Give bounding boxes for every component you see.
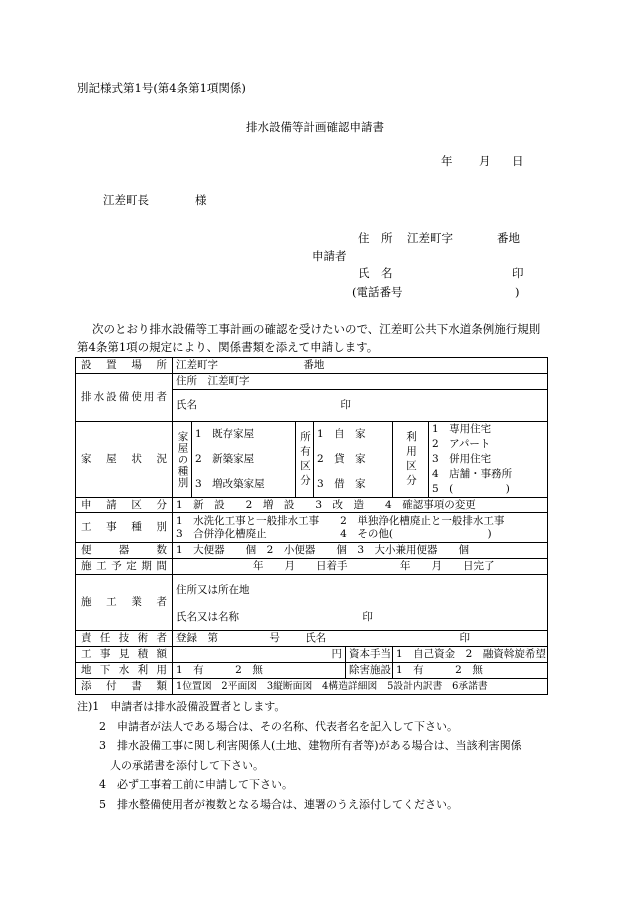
row-groundwater [76,663,548,679]
engineer-seal: 印 [459,632,471,645]
note-2: 2 申請者が法人である場合は、その名称、代表者名を記入して下さい。 [77,719,458,733]
house-type-label: 家屋の種別 [176,430,189,489]
estimate-unit: 円 [173,647,346,663]
location-cell [173,358,548,374]
fixture-value: 1 大便器 個 2 小便器 個 3 大小兼用便器 個 [173,543,548,559]
usage-1: 1 専用住宅 [432,423,492,435]
form-title: 排水設備等計画確認申請書 [246,120,384,134]
note-3-cont: 人の承諾書を添付して下さい。 [77,758,264,772]
note-1: 注)1 申請者は排水設備設置者とします。 [77,700,286,713]
notes [77,697,522,814]
applicant-address-suffix: 番地 [497,231,520,245]
contractor-name: 氏名又は名称 [176,610,239,623]
apply-value: 1 新 設 2 増 設 3 改 造 4 確認事項の変更 [173,498,548,513]
attach-label: 添付書類 [76,679,173,695]
house-types [192,422,296,498]
house-type-1: 1 既存家屋 [195,428,255,440]
estimate-label: 工事見積額 [76,647,173,663]
addressee-name: 江差町長 [103,193,149,207]
note-3: 3 排水設備工事に関し利害関係人(土地、建物所有者等)がある場合は、当該利害関係 [77,739,522,752]
intro-line-2: 第4条第1項の規定により、関係書類を添えて申請します。 [77,340,379,354]
row-fixtures [76,543,548,559]
user-seal: 印 [340,399,351,412]
usage-options [429,422,548,498]
note-4: 4 必ず工事着工前に申請して下さい。 [77,778,293,791]
ownership-label: 所有区分 [299,430,311,489]
fund-value: 1 自己資金 2 融資斡旋希望 [393,647,548,663]
row-contractor [76,575,548,631]
intro-line-1: 次のとおり排水設備等工事計画の確認を受けたいので、江差町公共下水道条例施行規則 [92,322,541,336]
location-suffix: 番地 [303,359,325,372]
applicant-label: 申請者 [312,249,347,263]
usage-5: 5 ( ) [432,483,510,495]
work-label: 工事種別 [76,513,173,543]
user-name-label: 氏名 [176,399,197,412]
row-apply [76,498,548,513]
location-label: 設置場所 [76,358,173,374]
usage-label: 利用区分 [405,430,417,489]
date-year: 年 [441,154,453,168]
row-estimate [76,647,548,663]
usage-2: 2 アパート [432,438,491,450]
user-label: 排水設備使用者 [76,374,173,422]
applicant-address-label: 住 所 [358,231,393,245]
applicant-address-town: 江差町字 [407,231,453,245]
applicant-phone-close: ) [515,285,520,299]
house-label: 家屋状況 [76,422,173,498]
contractor-address: 住所又は所在地 [176,583,250,596]
row-work [76,513,548,543]
ownership-options [314,422,393,498]
row-engineer [76,631,548,647]
applicant-seal: 印 [512,266,524,280]
schedule-label: 施工予定期間 [76,559,173,575]
engineer-no: 号 [269,632,280,645]
work-line-1: 1 水洗化工事と一般排水工事 2 単独浄化槽廃止と一般排水工事 [176,515,505,528]
user-address: 住所 江差町字 [173,374,548,390]
contractor-seal: 印 [362,610,373,623]
application-table [75,357,548,695]
contractor-label: 施工業者 [76,575,173,631]
location-value: 江差町字 [176,359,218,372]
attach-value: 1位置図 2平面図 3縦断面図 4構造詳細図 5設計内訳書 6承諾書 [173,679,548,695]
ownership-2: 2 貸 家 [317,453,366,465]
fund-label: 資本手当 [346,647,393,663]
schedule-value: 年 月 日着手 年 月 日完了 [173,559,548,575]
house-type-2: 2 新築家屋 [195,453,255,465]
row-house [76,422,548,498]
user-name-cell [173,390,548,422]
ownership-1: 1 自 家 [317,428,366,440]
engineer-name: 氏名 [305,632,327,645]
engineer-reg: 登録 第 [176,632,218,645]
contractor-info [173,575,548,631]
work-options [173,513,548,543]
apply-label: 申請区分 [76,498,173,513]
date-month: 月 [479,154,491,168]
applicant-name-label: 氏 名 [358,266,393,280]
fixture-label: 便器数 [76,543,173,559]
applicant-phone-label: (電話番号 [352,285,403,299]
ownership-3: 3 借 家 [317,478,366,490]
engineer-info [173,631,548,647]
note-5: 5 排水整備使用者が複数となる場合は、連署のうえ添付してください。 [77,797,458,811]
row-location [76,358,548,374]
usage-4: 4 店舗・事務所 [432,468,513,480]
addressee-honorific: 様 [195,193,207,207]
groundwater-value: 1 有 2 無 [173,663,346,679]
usage-3: 3 併用住宅 [432,453,492,465]
row-attachments [76,679,548,695]
hazard-label: 除害施設 [346,663,393,679]
house-type-3: 3 増改築家屋 [195,478,265,490]
hazard-value: 1 有 2 無 [393,663,548,679]
row-user-address [76,374,548,390]
groundwater-label: 地下水利用 [76,663,173,679]
form-reference: 別記様式第1号(第4条第1項関係) [77,81,246,95]
date-day: 日 [512,154,524,168]
engineer-label: 責任技術者 [76,631,173,647]
row-schedule [76,559,548,575]
work-line-2: 3 合併浄化槽廃止 4 その他( ) [176,527,492,540]
